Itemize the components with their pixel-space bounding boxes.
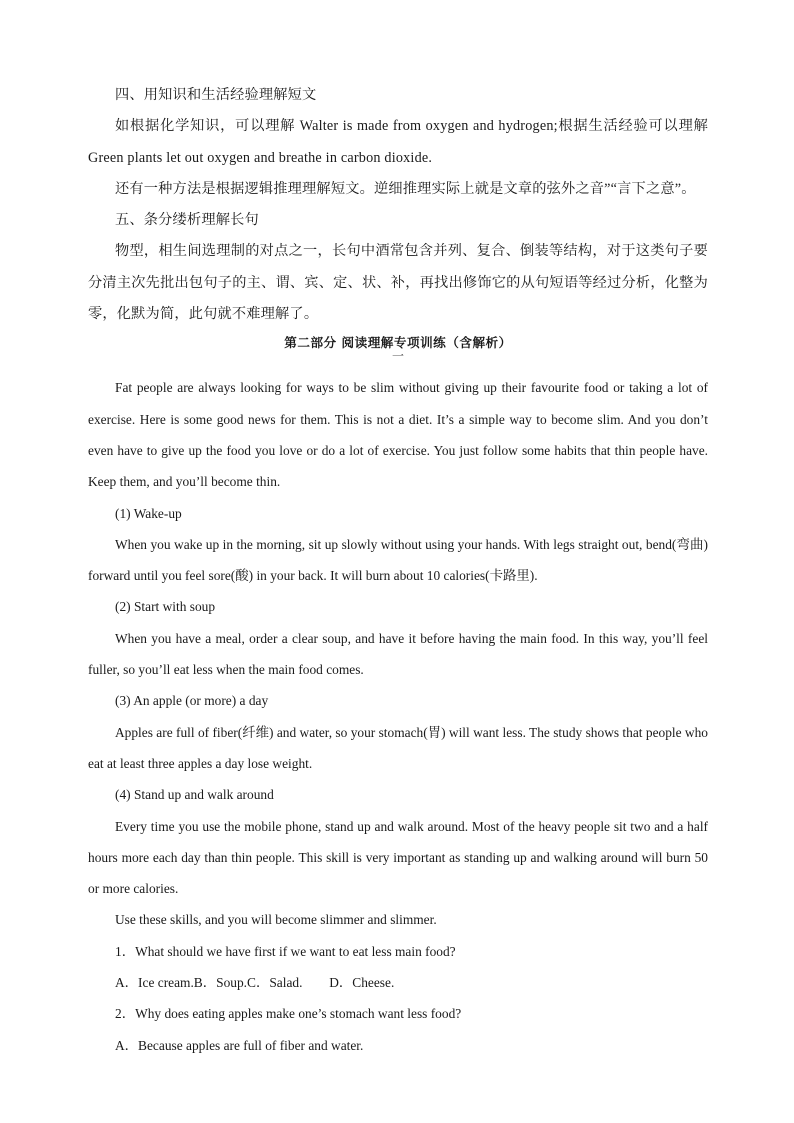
passage-paragraph-2: When you wake up in the morning, sit up slowly without using your hands. With legs straight out, bend(弯曲) forward until you feel sore(酸) in your back. It will burn about 10 calories(卡路里). (88, 536, 708, 584)
passage-paragraph-6: Use these skills, and you will become slimmer and slimmer. (115, 912, 437, 928)
section-five-heading: 五、条分缕析理解长句 (115, 212, 259, 229)
document-page (88, 80, 708, 1061)
passage-heading-apple: (3) An apple (or more) a day (115, 693, 269, 709)
section-four-heading: 四、用知识和生活经验理解短文 (115, 87, 317, 103)
part-subtitle: 一 (391, 349, 404, 364)
question-2-option-a: A．Because apples are full of fiber and water. (115, 1037, 364, 1053)
passage-paragraph-4: Apples are full of fiber(纤维) and water, so your stomach(胃) will want less. The study shows that people who eat at least three apples a day lose weight. (88, 724, 708, 771)
question-2: 2．Why does eating apples make one’s stomach want less food? (115, 1006, 462, 1022)
part-title: 第二部分 阅读理解专项训练（含解析） (284, 335, 512, 351)
section-four-logic: 还有一种方法是根据逻辑推理理解短文。逆细推理实际上就是文章的弦外之音”“言下之意”。 (115, 180, 696, 197)
question-1-options: A．Ice cream.B．Soup.C．Salad. D．Cheese. (115, 975, 395, 991)
section-four-example: 如根据化学知识，可以理解 Walter is made from oxygen and hydrogen;根据生活经验可以理解 Green plants let out oxygen and breathe in carbon dioxide. (88, 118, 708, 166)
passage-paragraph-5: Every time you use the mobile phone, stand up and walk around. Most of the heavy people sit two and a half hours more each day than thin people. This skill is very important as standing up and walking around will burn 50 or more calories. (88, 818, 708, 897)
question-1: 1．What should we have first if we want to eat less main food? (115, 943, 456, 959)
passage-heading-wake-up: (1) Wake-up (115, 505, 182, 521)
passage-heading-walk: (4) Stand up and walk around (115, 787, 274, 803)
passage-paragraph-1: Fat people are always looking for ways to be slim without giving up their favourite food or taking a lot of exercise. Here is some good news for them. This is not a diet. It’s a simple way to become slim. And you don’t even have to give up the food you love or do a lot of exercise. You just follow some habits that thin people have. Keep them, and you’ll become thin. (88, 380, 708, 490)
passage-heading-soup: (2) Start with soup (115, 599, 216, 615)
section-five-body: 物型，相生间选理制的对点之一，长句中酒常包含并列、复合、倒装等结构，对于这类句子要分清主次先批出包句子的主、谓、宾、定、状、补，再找出修饰它的从句短语等经过分析，化整为零，化默为简，此句就不难理解了。 (88, 243, 708, 323)
passage-paragraph-3: When you have a meal, order a clear soup, and have it before having the main food. In this way, you’ll feel fuller, so you’ll eat less when the main food comes. (88, 630, 708, 678)
